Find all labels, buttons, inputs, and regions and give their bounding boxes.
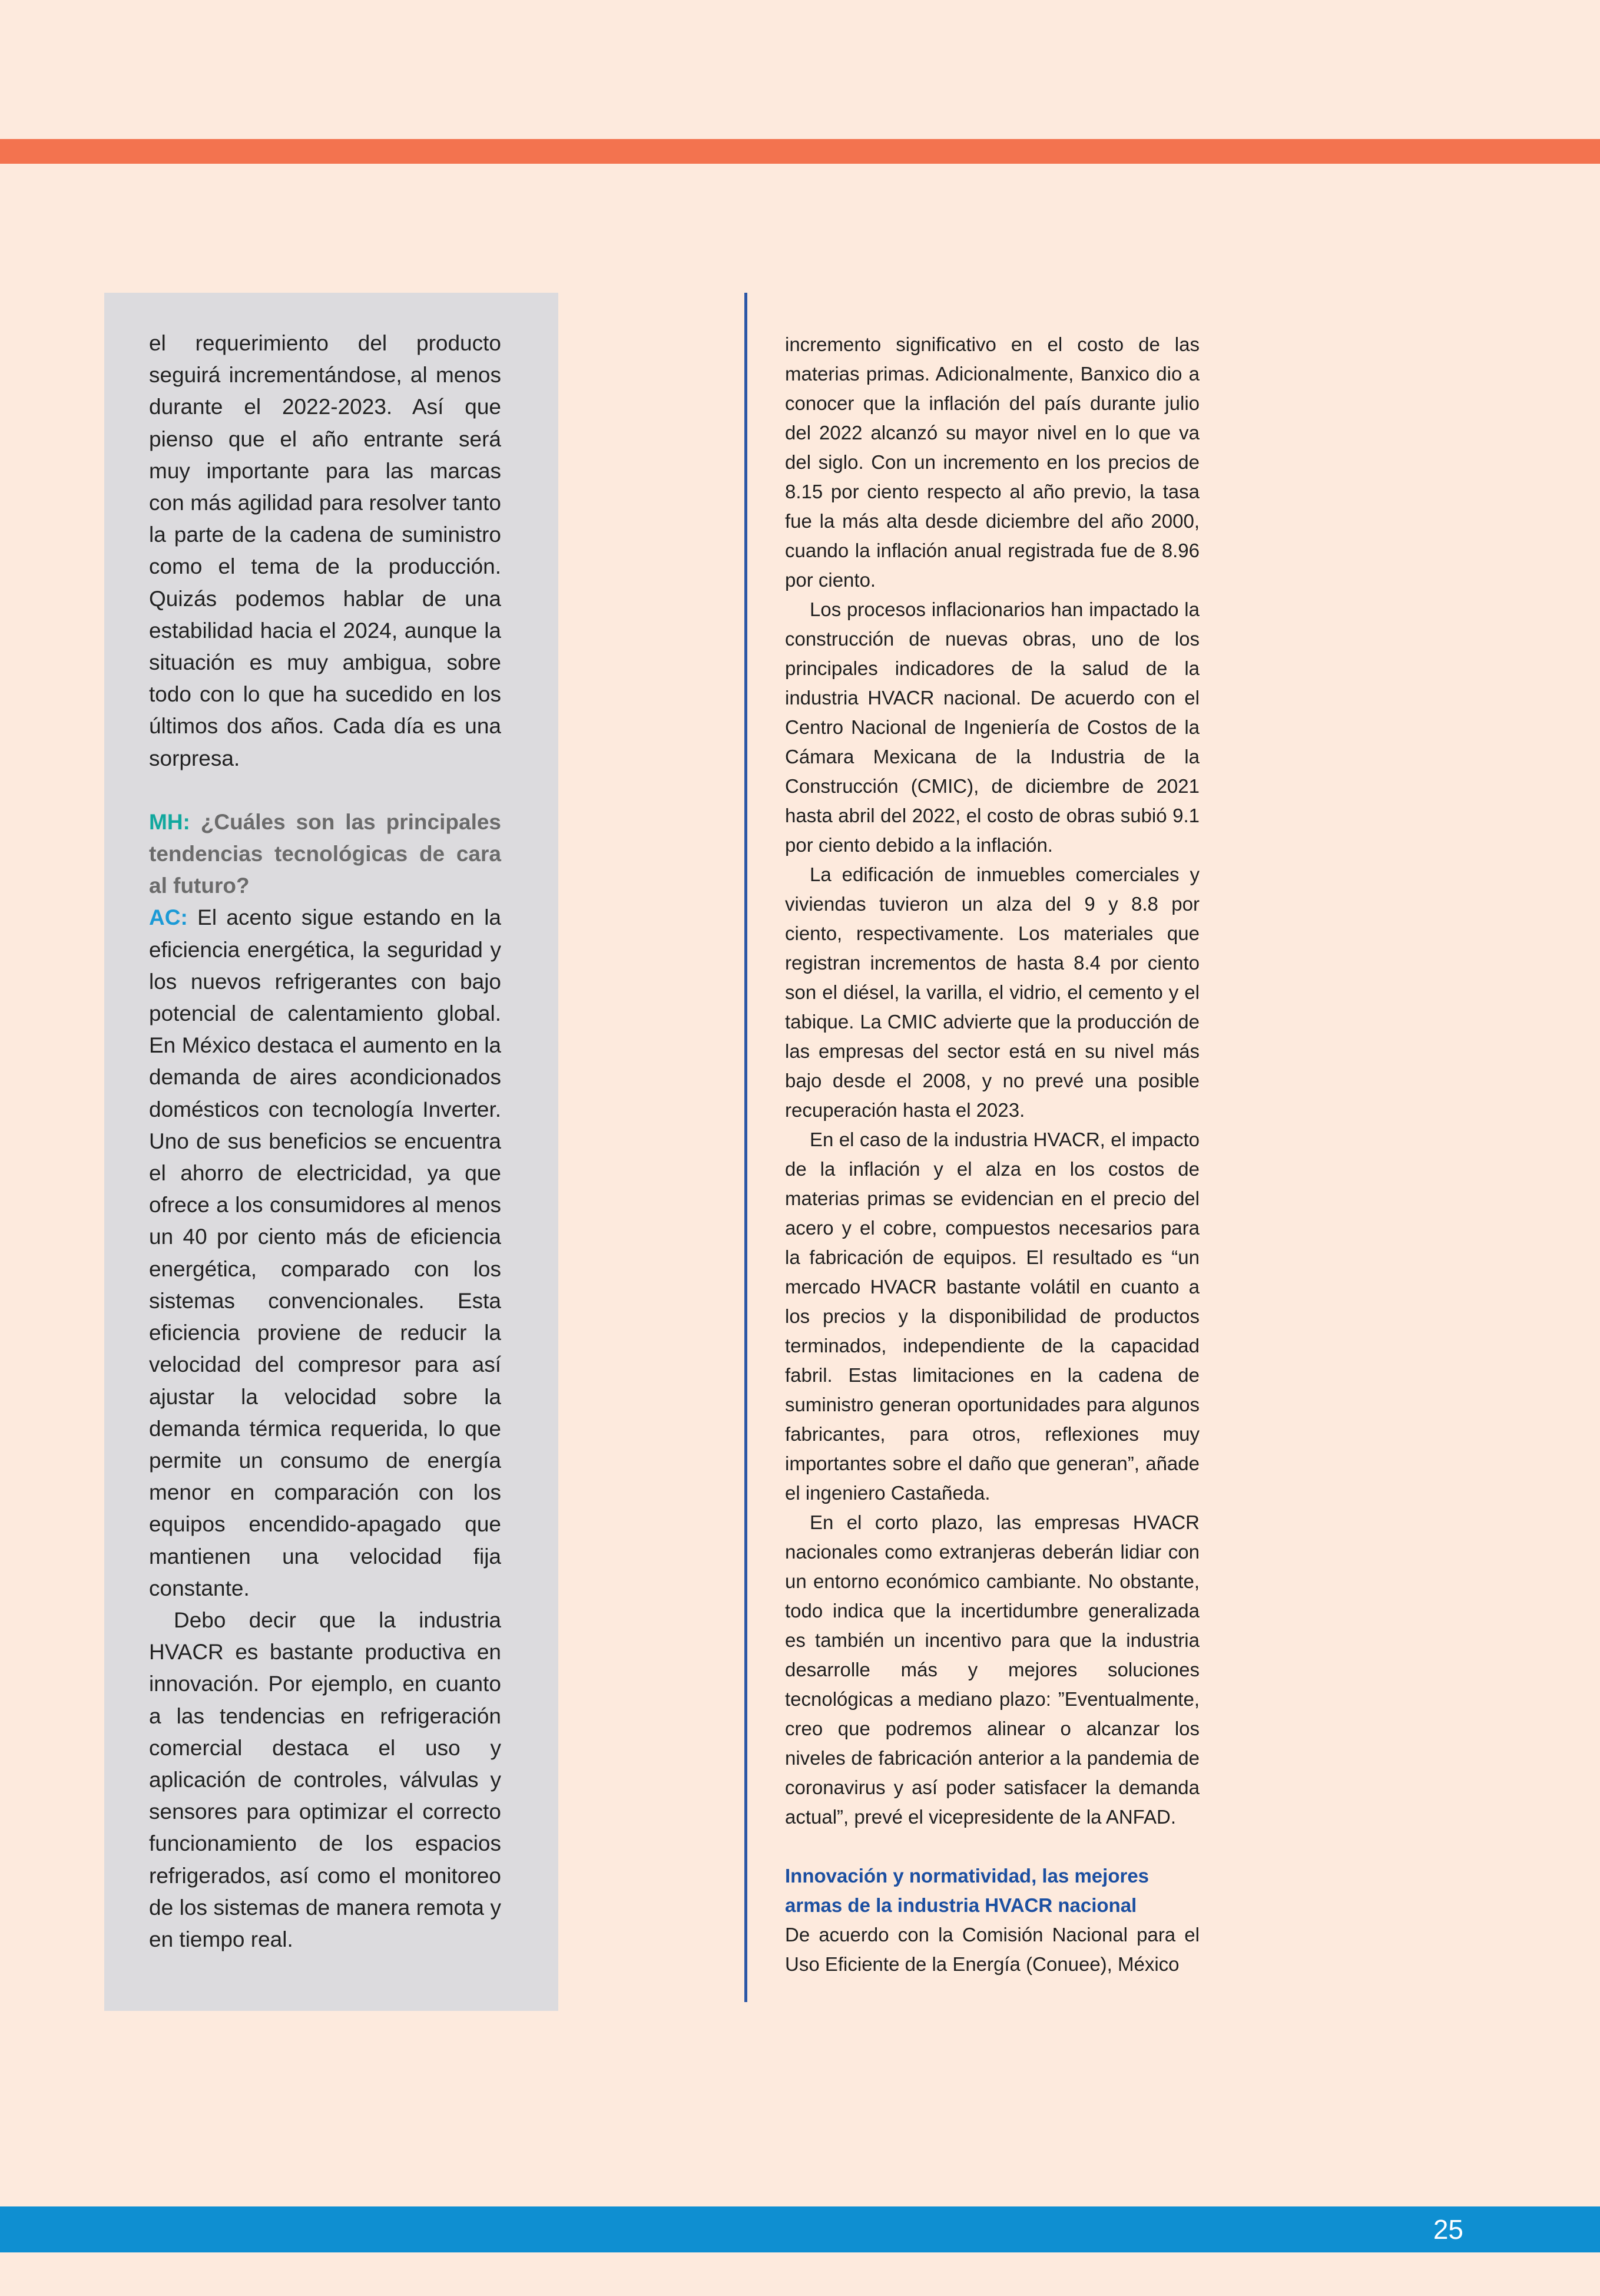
answer-text: El acento sigue estando en la eficiencia energética, la seguridad y los nuevos refrigerantes con bajo potencial de calentamiento global. En México destaca el aumento en la demanda de aires acondicionados domésticos con tecnología Inverter. Uno de sus beneficios se encuentra el ahorro de electricidad, ya que ofrece a los consumidores al menos un 40 por ciento más de eficiencia energética, comparado con los sistemas convencionales. Esta eficiencia proviene de reducir la velocidad del compresor para así ajustar la velocidad sobre la demanda térmica requerida, lo que permite un consumo de energía menor en comparación con los equipos encendido-apagado que mantienen una velocidad fija constante.	[149, 905, 502, 1600]
answer-label: AC:	[149, 905, 188, 930]
article-paragraph: En el caso de la industria HVACR, el impacto de la inflación y el alza en los costos de materias primas se evidencian en el precio del acero y el cobre, compuestos necesarios para la fabricación de equipos. El resultado es “un mercado HVACR bastante volátil en cuanto a los precios y la disponibilidad de productos terminados, independiente de la capacidad fabril. Estas limitaciones en la cadena de suministro generan oportunidades para algunos fabricantes, para otros, reflexiones muy importantes sobre el daño que generan”, añade el ingeniero Castañeda.	[785, 1129, 1200, 1504]
interview-answer	[149, 902, 501, 1604]
main-article-column	[785, 330, 1200, 1979]
spacer	[149, 775, 501, 806]
sidebar-paragraph: Debo decir que la industria HVACR es bastante productiva en innovación. Por ejemplo, en cuanto a las tendencias en refrigeración comercial destaca el uso y aplicación de controles, válvulas y sensores para optimizar el correcto funcionamiento de los espacios refrigerados, así como el monitoreo de los sistemas de manera remota y en tiempo real.	[149, 1607, 501, 1951]
sidebar-paragraph: el requerimiento del producto seguirá incrementándose, al menos durante el 2022-2023. Así que pienso que el año entrante será muy importante para las marcas con más agilidad para resolver tanto la parte de la cadena de suministro como el tema de la producción. Quizás podemos hablar de una estabilidad hacia el 2024, aunque la situación es muy ambigua, sobre todo con lo que ha sucedido en los últimos dos años. Cada día es una sorpresa.	[149, 331, 501, 770]
article-paragraph: En el corto plazo, las empresas HVACR nacionales como extranjeras deberán lidiar con un entorno económico cambiante. No obstante, todo indica que la incertidumbre generalizada es también un incentivo para que la industria desarrolle más y mejores soluciones tecnológicas a mediano plazo: ”Eventualmente, creo que podremos alinear o alcanzar los niveles de fabricación anterior a la pandemia de coronavirus y así poder satisfacer la demanda actual”, prevé el vicepresidente de la ANFAD.	[785, 1511, 1200, 1828]
section-heading-line: armas de la industria HVACR nacional	[785, 1894, 1137, 1916]
section-heading-line: Innovación y normatividad, las mejores	[785, 1865, 1150, 1887]
article-paragraph: Los procesos inflacionarios han impactado la construcción de nuevas obras, uno de los principales indicadores de la salud de la industria HVACR nacional. De acuerdo con el Centro Nacional de Ingeniería de Costos de la Cámara Mexicana de la Industria de la Construcción (CMIC), de diciembre de 2021 hasta abril del 2022, el costo de obras subió 9.1 por ciento debido a la inflación.	[785, 598, 1200, 856]
sidebar-interview	[149, 327, 501, 1956]
article-paragraph: La edificación de inmuebles comerciales y viviendas tuvieron un alza del 9 y 8.8 por ciento, respectivamente. Los materiales que registran incrementos de hasta 8.4 por ciento son el diésel, la varilla, el vidrio, el cemento y el tabique. La CMIC advierte que la producción de las empresas del sector está en su nivel más bajo desde el 2008, y no prevé una posible recuperación hasta el 2023.	[785, 864, 1200, 1121]
section-heading	[785, 1861, 1200, 1920]
question-label: MH:	[149, 809, 190, 834]
page-number: 25	[1433, 2214, 1463, 2245]
interview-question	[149, 806, 501, 902]
column-divider	[744, 293, 747, 2002]
article-paragraph: incremento significativo en el costo de las materias primas. Adicionalmente, Banxico dio a conocer que la inflación del país durante julio del 2022 alcanzó su mayor nivel en lo que va del siglo. Con un incremento en los precios de 8.15 por ciento respecto al año previo, la tasa fue la más alta desde diciembre del año 2000, cuando la inflación anual registrada fue de 8.96 por ciento.	[785, 333, 1200, 591]
article-paragraph: De acuerdo con la Comisión Nacional para el Uso Eficiente de la Energía (Conuee), México	[785, 1924, 1200, 1975]
question-text: ¿Cuáles son las principales tendencias tecnológicas de cara al futuro?	[149, 809, 501, 898]
footer-bar	[0, 2206, 1600, 2252]
top-accent-bar	[0, 139, 1600, 164]
